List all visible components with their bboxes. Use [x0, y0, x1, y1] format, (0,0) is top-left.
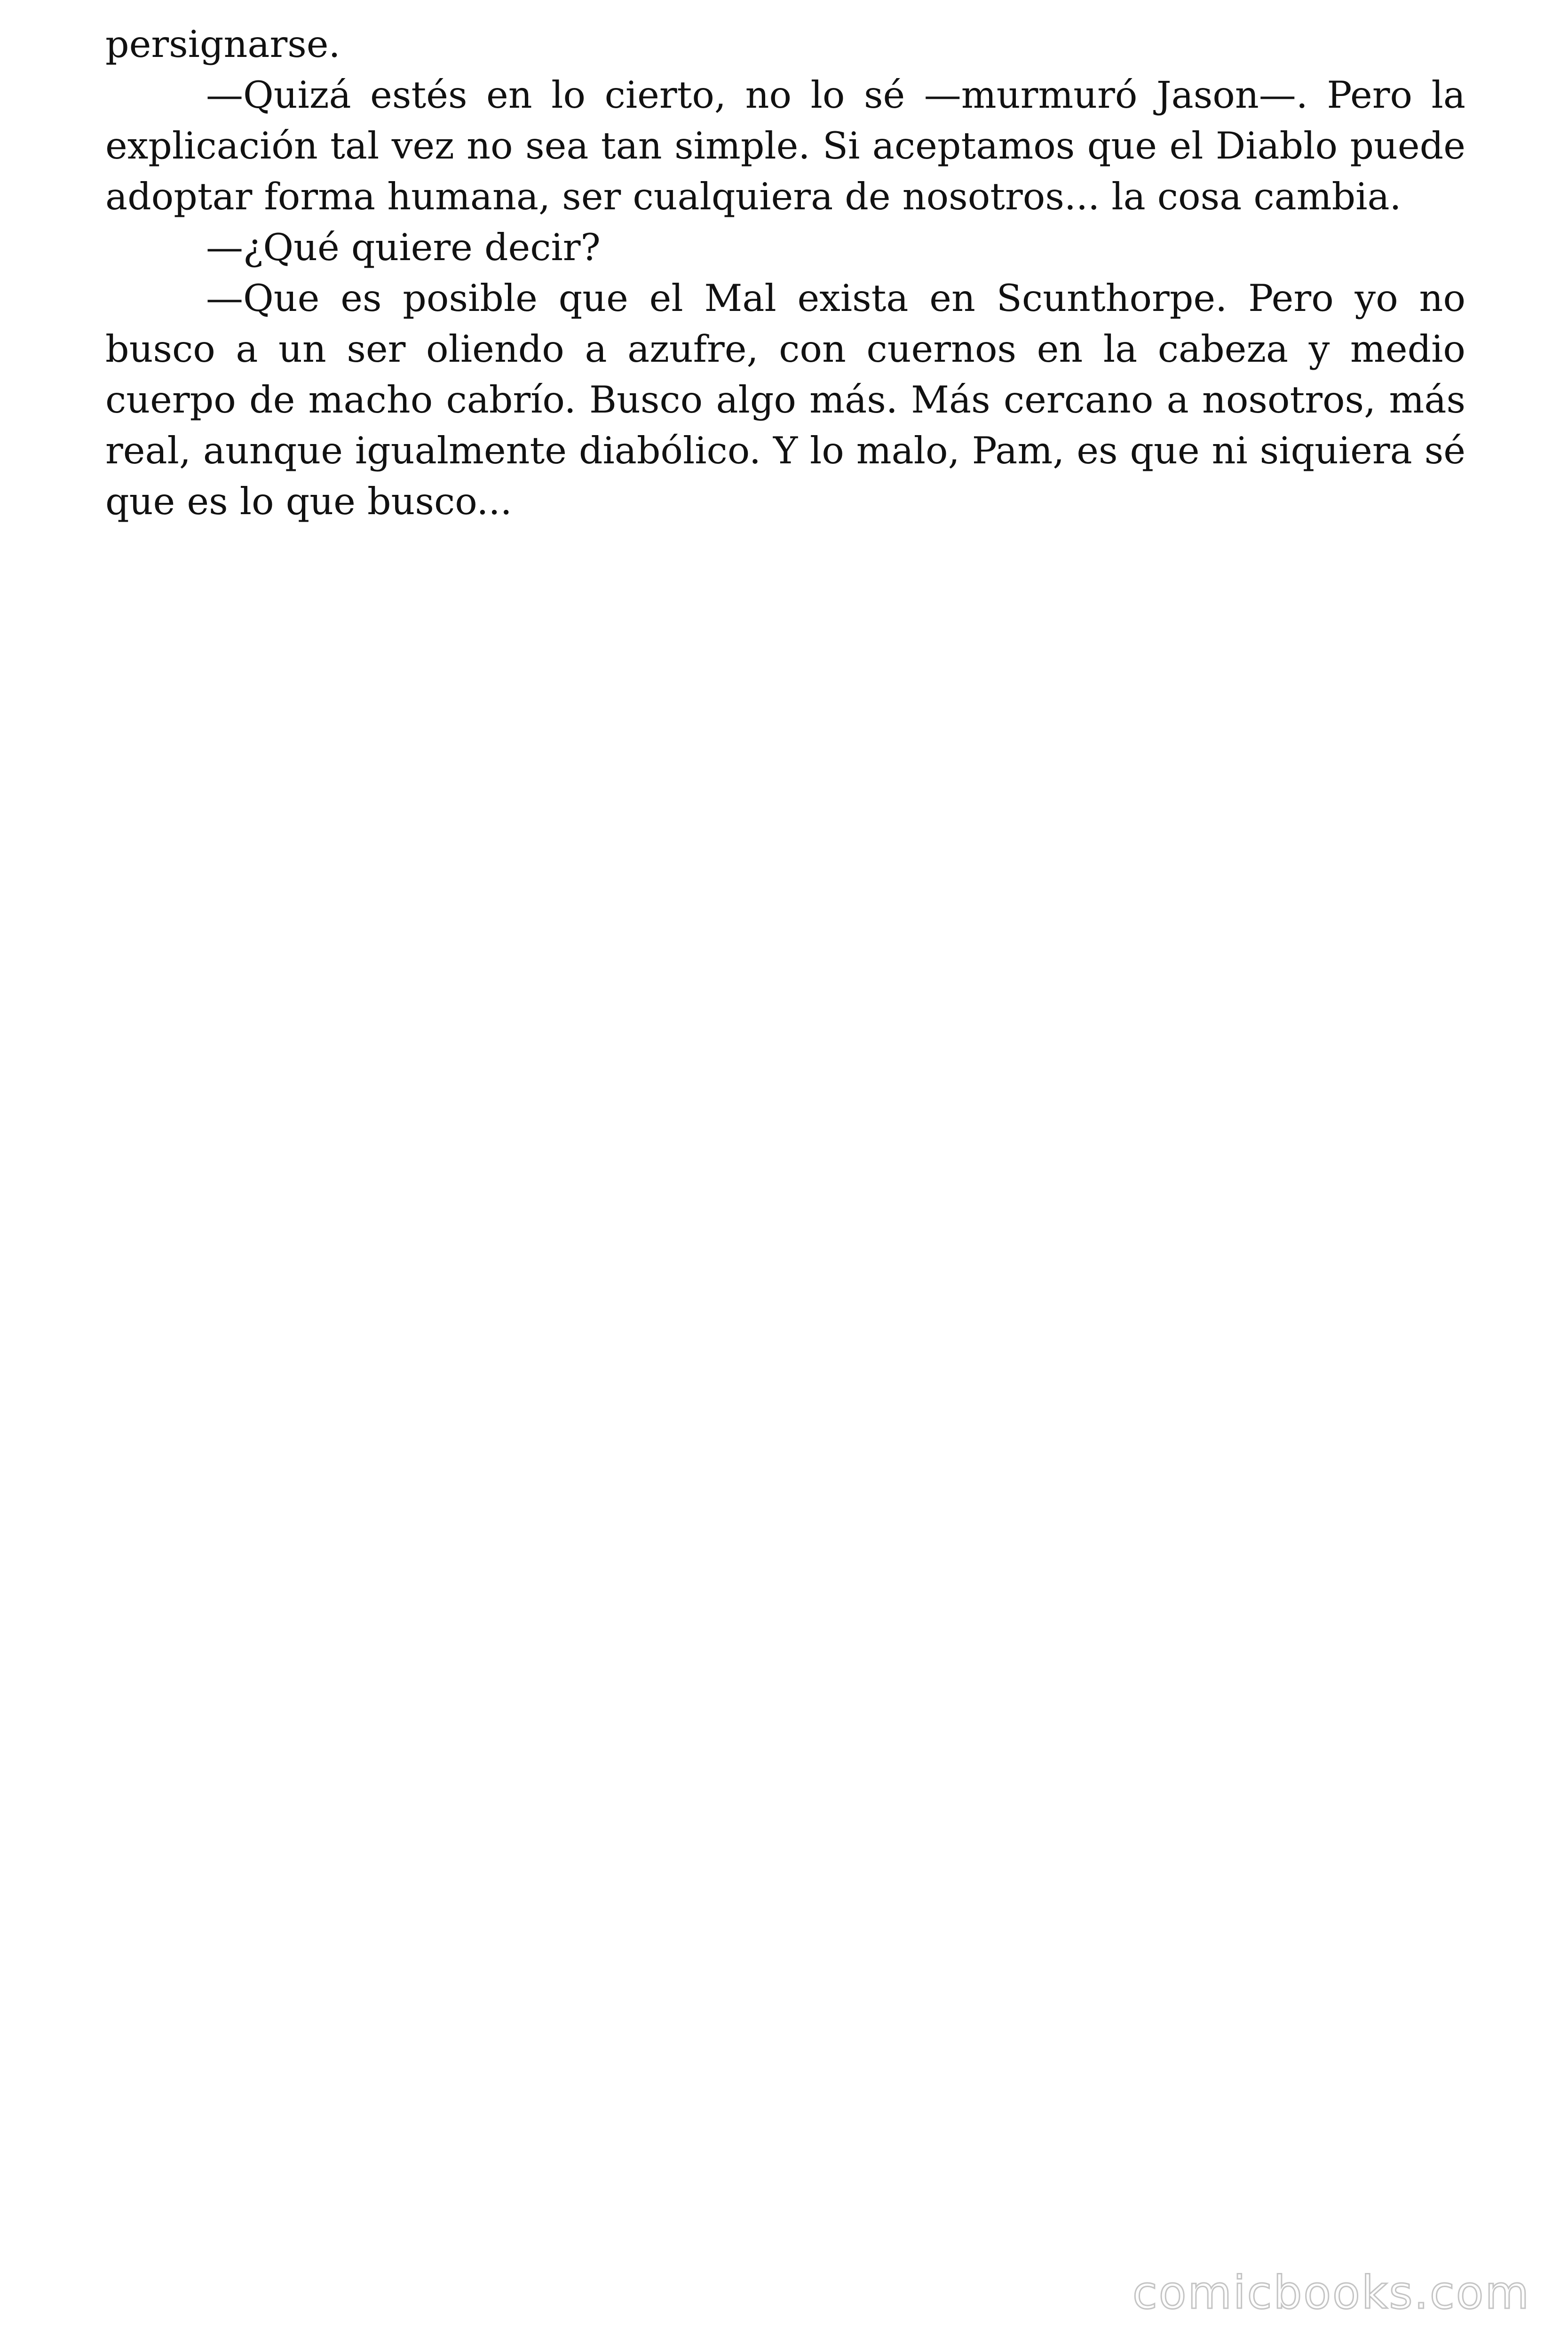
paragraph-dialogue-question: —¿Qué quiere decir? — [206, 226, 601, 269]
watermark-logo: comicbooks.com — [1132, 2266, 1530, 2319]
page-text — [105, 19, 1465, 527]
paragraph-continuation: persignarse. — [105, 23, 341, 66]
paragraph-dialogue-answer: —Que es posible que el Mal exista en Scunthorpe. Pero yo no busco a un ser oliendo a azufre, con cuernos en la cabeza y medio cuerpo de macho cabrío. Busco algo más. Más cercano a nosotros, más real, aunque igualmente diabólico. Y lo malo, Pam, es que ni siquiera sé que es lo que busco... — [105, 277, 1465, 523]
paragraph-dialogue-jason: —Quizá estés en lo cierto, no lo sé —murmuró Jason—. Pero la explicación tal vez no sea tan simple. Si aceptamos que el Diablo puede adoptar forma humana, ser cualquiera de nosotros... la cosa cambia. — [105, 73, 1465, 218]
